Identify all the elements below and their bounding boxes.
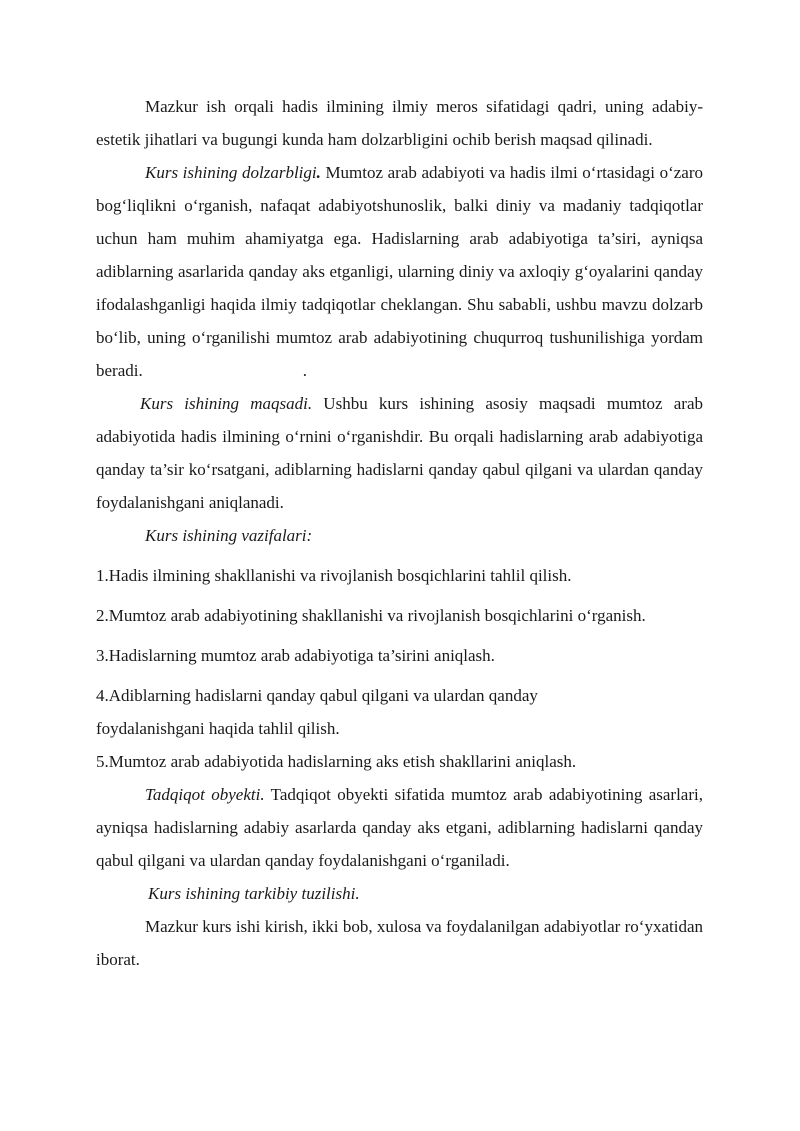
relevance-heading: Kurs ishining dolzarbligi xyxy=(145,163,317,182)
structure-heading: Kurs ishining tarkibiy tuzilishi. xyxy=(148,884,360,903)
task-item-2: 2.Mumtoz arab adabiyotining shakllanishi va rivojlanish bosqichlarini o‘rganish. xyxy=(96,606,646,625)
relevance-text: Mumtoz arab adabiyoti va hadis ilmi o‘rtasidagi o‘zaro bog‘liqlikni o‘rganish, nafaqat adabiyotshunoslik, balki diniy va madaniy tadqiqotlar uchun ham muhim ahamiyatga ega. Hadislarning arab adabiyotiga ta’siri, ayniqsa adiblarning asarlarida qanday aks etganligi, ularning diniy va axloqiy g‘oyalarini qanday ifodalashganligi haqida ilmiy tadqiqotlar cheklangan. Shu sababli, ushbu mavzu dolzarb bo‘lib, uning o‘rganilishi mumtoz arab adabiyotining chuqurroq tushunilishiga yordam beradi. xyxy=(96,163,703,380)
task-item-1: 1.Hadis ilmining shakllanishi va rivojlanish bosqichlarini tahlil qilish. xyxy=(96,566,572,585)
relevance-paragraph xyxy=(96,156,703,387)
task-item-4: 4.Adiblarning hadislarni qanday qabul qilgani va ulardan qanday foydalanishgani haqida tahlil qilish. xyxy=(96,686,538,738)
aim-paragraph xyxy=(96,387,703,519)
intro-paragraph: Mazkur ish orqali hadis ilmining ilmiy meros sifatidagi qadri, uning adabiy-estetik jihatlari va bugungi kunda ham dolzarbligini ochib berish maqsad qilinadi. xyxy=(96,97,703,149)
relevance-trailing-dot: . xyxy=(302,361,307,380)
aim-heading: Kurs ishining maqsadi. xyxy=(140,394,313,413)
relevance-heading-dot: . xyxy=(316,163,321,182)
aim-text: Ushbu kurs ishining asosiy maqsadi mumtoz arab adabiyotida hadis ilmining o‘rnini o‘rganishdir. Bu orqali hadislarning arab adabiyotiga qanday ta’sir ko‘rsatgani, adiblarning hadislarni qanday qabul qilgani va ulardan qanday foydalanishgani aniqlanadi. xyxy=(96,394,703,512)
document-page xyxy=(96,90,703,976)
task-item-3: 3.Hadislarning mumtoz arab adabiyotiga ta’sirini aniqlash. xyxy=(96,646,495,665)
object-paragraph xyxy=(96,778,703,877)
tasks-heading: Kurs ishining vazifalari: xyxy=(145,526,313,545)
object-text: Tadqiqot obyekti sifatida mumtoz arab adabiyotining asarlari, ayniqsa hadislarning adabiy asarlarda qanday aks etgani, adiblarning hadislarni qanday qabul qilgani va ulardan qanday foydalanishgani o‘rganiladi. xyxy=(96,785,703,870)
object-heading: Tadqiqot obyekti. xyxy=(145,785,265,804)
task-item-5: 5.Mumtoz arab adabiyotida hadislarning aks etish shakllarini aniqlash. xyxy=(96,752,577,771)
structure-paragraph: Mazkur kurs ishi kirish, ikki bob, xulosa va foydalanilgan adabiyotlar ro‘yxatidan iborat. xyxy=(96,917,703,969)
